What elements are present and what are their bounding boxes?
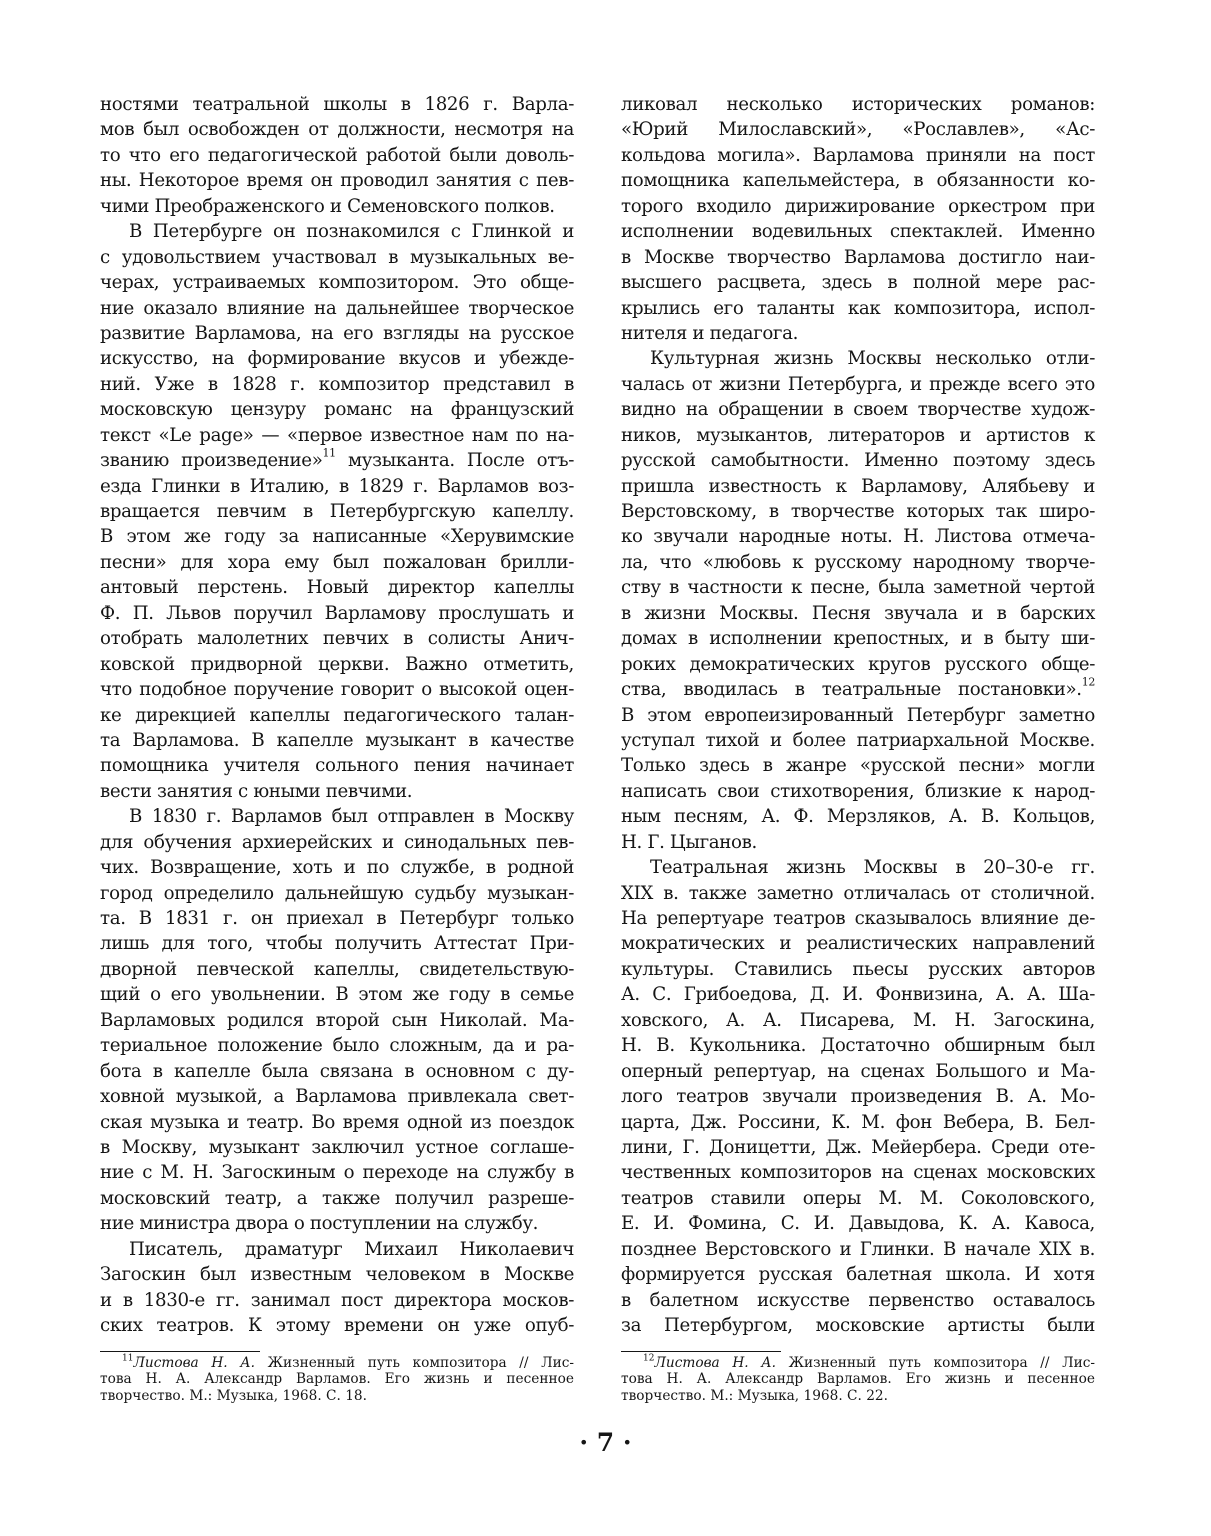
footnote-author: Листова Н. А. xyxy=(654,1355,776,1371)
text-line: московский театр, а также получил разреше- xyxy=(100,1187,574,1209)
text-line: что подобное поручение говорит о высокой оцен- xyxy=(100,679,574,701)
text-line: бота в капелле была связана в основном с ду- xyxy=(100,1060,574,1082)
text-line: Загоскин был известным человеком в Москве xyxy=(100,1264,574,1286)
text-line: домах в исполнении крепостных, и в быту ши- xyxy=(621,628,1095,650)
text-line: искусство, на формирование вкусов и убежде- xyxy=(100,348,574,370)
text-line: Ф. П. Львов поручил Варламову прослушать и xyxy=(100,602,574,624)
text-line: в Москву, музыкант заключил устное соглаше- xyxy=(100,1136,574,1158)
footnote-reference: 12 xyxy=(1081,675,1095,689)
text-line: лого театров звучали произведения В. А. Мо- xyxy=(621,1086,1095,1108)
text-line: ко звучали народные ноты. Н. Листова отмеча- xyxy=(621,526,1095,548)
footnote-line: това Н. А. Александр Варламов. Его жизнь и песенное xyxy=(100,1371,574,1388)
text-line: оперный репертуар, на сценах Большого и Ма- xyxy=(621,1060,1095,1082)
text-line: в Москве творчество Варламова достигло наи- xyxy=(621,246,1095,268)
text-line: московскую цензуру романс на французский xyxy=(100,399,574,421)
text-column-left xyxy=(100,92,574,1338)
text-line: вести занятия с юными певчими. xyxy=(100,780,413,802)
footnote-marker: 12 xyxy=(643,1353,655,1364)
text-line: ным песням, А. Ф. Мерзляков, А. В. Кольцов, xyxy=(621,806,1095,828)
text-line: На репертуаре театров сказывалось влияние де- xyxy=(621,908,1095,929)
footnote-line: това Н. А. Александр Варламов. Его жизнь и песенное xyxy=(621,1371,1095,1388)
footnote-line: творчество. М.: Музыка, 1968. С. 22. xyxy=(621,1387,888,1404)
text-column-right xyxy=(621,92,1095,1338)
text-line: отобрать малолетних певчих в солисты Анич- xyxy=(100,628,574,650)
text-line: В этом же году за написанные «Херувимские xyxy=(100,526,574,548)
text-line: мов был освобожден от должности, несмотря на xyxy=(100,119,574,141)
text-line: песни» для хора ему был пожалован брилли- xyxy=(100,551,574,573)
text-line: антовый перстень. Новый директор капеллы xyxy=(100,577,574,599)
text-line: Только здесь в жанре «русской песни» могли xyxy=(621,755,1095,777)
text-line: ская музыка и театр. Во время одной из поездок xyxy=(100,1111,574,1133)
text-line: Театральная жизнь Москвы в 20–30-е гг. xyxy=(650,857,1095,879)
text-line: Н. Г. Цыганов. xyxy=(621,831,757,853)
footnote-rule xyxy=(100,1351,260,1352)
text-line: А. С. Грибоедова, Д. И. Фонвизина, А. А. Ша- xyxy=(621,984,1095,1006)
text-line: уступал тихой и более патриархальной Москве. xyxy=(621,729,1095,751)
text-line: ников, музыкантов, литераторов и артистов к xyxy=(621,424,1095,446)
text-line: исполнении водевильных спектаклей. Именно xyxy=(621,221,1095,243)
text-line: в балетном искусстве первенство оставалось xyxy=(621,1289,1095,1311)
footnote-rule xyxy=(621,1351,781,1352)
text-line: лини, Г. Доницетти, Дж. Мейербера. Среди оте- xyxy=(621,1136,1095,1158)
text-line: щий о его увольнении. В этом же году в семье xyxy=(100,984,574,1006)
text-line: В 1830 г. Варламов был отправлен в Москву xyxy=(129,806,574,828)
page-number: · 7 · xyxy=(579,1428,632,1457)
text-line: ке дирекцией капеллы педагогического талан- xyxy=(100,704,574,726)
text-line: ла, что «любовь к русскому народному творче- xyxy=(621,551,1095,573)
text-line: ковской придворной церкви. Важно отметить, xyxy=(100,653,574,675)
text-line: развитие Варламова, на его взгляды на русское xyxy=(100,322,574,344)
text-line: Н. В. Кукольника. Достаточно обширным был xyxy=(621,1035,1095,1057)
text-line: театров ставили оперы М. М. Соколовского, xyxy=(621,1187,1095,1209)
text-line: та Варламова. В капелле музыкант в качестве xyxy=(100,729,574,751)
text-line: то что его педагогической работой были доволь- xyxy=(100,144,574,166)
text-line: В этом европеизированный Петербург заметно xyxy=(621,704,1095,726)
text-line: формируется русская балетная школа. И хотя xyxy=(621,1264,1095,1286)
text-line: высшего расцвета, здесь в полной мере рас- xyxy=(621,272,1095,294)
text-line: и в 1830-е гг. занимал пост директора москов- xyxy=(100,1289,574,1311)
text-line: черах, устраиваемых композитором. Это обще- xyxy=(100,272,574,294)
text-line: та. В 1831 г. он приехал в Петербург только xyxy=(100,908,574,929)
footnote-line xyxy=(621,1355,1095,1371)
text-line: для обучения архиерейских и синодальных пев- xyxy=(100,831,574,853)
text-line: город определило дальнейшую судьбу музыкан- xyxy=(100,882,574,904)
footnote-line xyxy=(100,1355,574,1371)
text-line: Писатель, драматург Михаил Николаевич xyxy=(129,1238,574,1260)
text-line-segment: музыканта. После отъ- xyxy=(335,450,575,472)
text-line: ние оказало влияние на дальнейшее творческое xyxy=(100,297,574,319)
text-line: Варламовых родился второй сын Николай. Ма- xyxy=(100,1009,574,1031)
text-line: пришла известность к Варламову, Алябьеву и xyxy=(621,475,1095,497)
text-line: Культурная жизнь Москвы несколько отли- xyxy=(650,348,1095,370)
text-line: видно на обращении в своем творчестве худож- xyxy=(621,399,1095,421)
text-line xyxy=(100,448,574,473)
text-line: ховского, А. А. Писарева, М. Н. Загоскина, xyxy=(621,1009,1095,1031)
text-line: «Юрий Милославский», «Рославлев», «Ас- xyxy=(621,119,1095,141)
text-line: крылись его таланты как композитора, испол- xyxy=(621,297,1095,319)
text-line: ний. Уже в 1828 г. композитор представил в xyxy=(100,373,574,395)
footnote-11 xyxy=(100,1355,574,1404)
text-line: ностями театральной школы в 1826 г. Варла- xyxy=(100,94,574,115)
text-line: езда Глинки в Италию, в 1829 г. Варламов воз- xyxy=(100,475,574,497)
text-line xyxy=(621,677,1095,702)
text-line: XIX в. также заметно отличалась от столичной. xyxy=(621,882,1095,904)
text-line: написать свои стихотворения, близкие к народ- xyxy=(621,780,1095,802)
footnote-text: Жизненный путь композитора // Лис- xyxy=(254,1355,574,1371)
text-line-segment: ства, вводилась в театральные постановки». xyxy=(621,679,1082,701)
text-line: царта, Дж. Россини, К. М. фон Вебера, В. Бел- xyxy=(621,1111,1095,1133)
text-line: ству в частности к песне, была заметной чертой xyxy=(621,577,1095,599)
text-line: чими Преображенского и Семеновского полков. xyxy=(100,195,555,217)
text-line: ние министра двора о поступлении на службу. xyxy=(100,1213,539,1235)
text-line: ние с М. Н. Загоскиным о переходе на службу в xyxy=(100,1162,574,1184)
text-line: роких демократических кругов русского обще- xyxy=(621,653,1095,675)
footnote-line: творчество. М.: Музыка, 1968. С. 18. xyxy=(100,1387,367,1404)
text-line: мократических и реалистических направлений xyxy=(621,933,1095,955)
text-line: ских театров. К этому времени он уже опуб- xyxy=(100,1315,574,1336)
text-line: нителя и педагога. xyxy=(621,322,799,344)
footnote-reference: 11 xyxy=(322,446,336,460)
text-line: Верстовскому, в творчестве которых так широ- xyxy=(621,501,1095,522)
text-line: лишь для того, чтобы получить Аттестат При- xyxy=(100,933,574,955)
text-line: дворной певческой капеллы, свидетельствую- xyxy=(100,958,574,980)
text-line: В Петербурге он познакомился с Глинкой и xyxy=(129,221,574,243)
text-line: чественных композиторов на сценах московских xyxy=(621,1162,1095,1184)
text-line: чалась от жизни Петербурга, и прежде всего это xyxy=(621,373,1095,395)
text-line: Е. И. Фомина, С. И. Давыдова, К. А. Кавоса, xyxy=(621,1213,1095,1235)
footnote-marker: 11 xyxy=(122,1353,134,1364)
text-line: с удовольствием участвовал в музыкальных ве- xyxy=(100,246,574,268)
text-line: вращается певчим в Петербургскую капеллу. xyxy=(100,501,574,522)
text-line: кольдова могила». Варламова приняли на пост xyxy=(621,144,1095,166)
text-line: ны. Некоторое время он проводил занятия с пев- xyxy=(100,170,574,192)
text-line: культуры. Ставились пьесы русских авторов xyxy=(621,958,1095,980)
footnote-12 xyxy=(621,1355,1095,1404)
text-line: ховной музыкой, а Варламова привлекала свет- xyxy=(100,1086,574,1108)
footnote-author: Листова Н. А. xyxy=(133,1355,255,1371)
text-line: позднее Верстовского и Глинки. В начале XIX в. xyxy=(621,1238,1095,1260)
text-line: ликовал несколько исторических романов: xyxy=(621,94,1095,115)
text-line: русской самобытности. Именно поэтому здесь xyxy=(621,450,1095,472)
text-line: в жизни Москвы. Песня звучала и в барских xyxy=(621,602,1095,624)
text-line: за Петербургом, московские артисты были xyxy=(621,1315,1095,1336)
footnote-text: Жизненный путь композитора // Лис- xyxy=(775,1355,1095,1371)
text-line: териальное положение было сложным, да и ра- xyxy=(100,1035,574,1057)
text-line: текст «Le page» — «первое известное нам по на- xyxy=(100,424,574,446)
text-line: торого входило дирижирование оркестром при xyxy=(621,195,1095,217)
text-line: помощника капельмейстера, в обязанности ко- xyxy=(621,170,1095,192)
text-line: помощника учителя сольного пения начинает xyxy=(100,755,574,777)
text-line-segment: званию произведение» xyxy=(100,450,323,472)
text-line: чих. Возвращение, хоть и по службе, в родной xyxy=(100,857,574,879)
